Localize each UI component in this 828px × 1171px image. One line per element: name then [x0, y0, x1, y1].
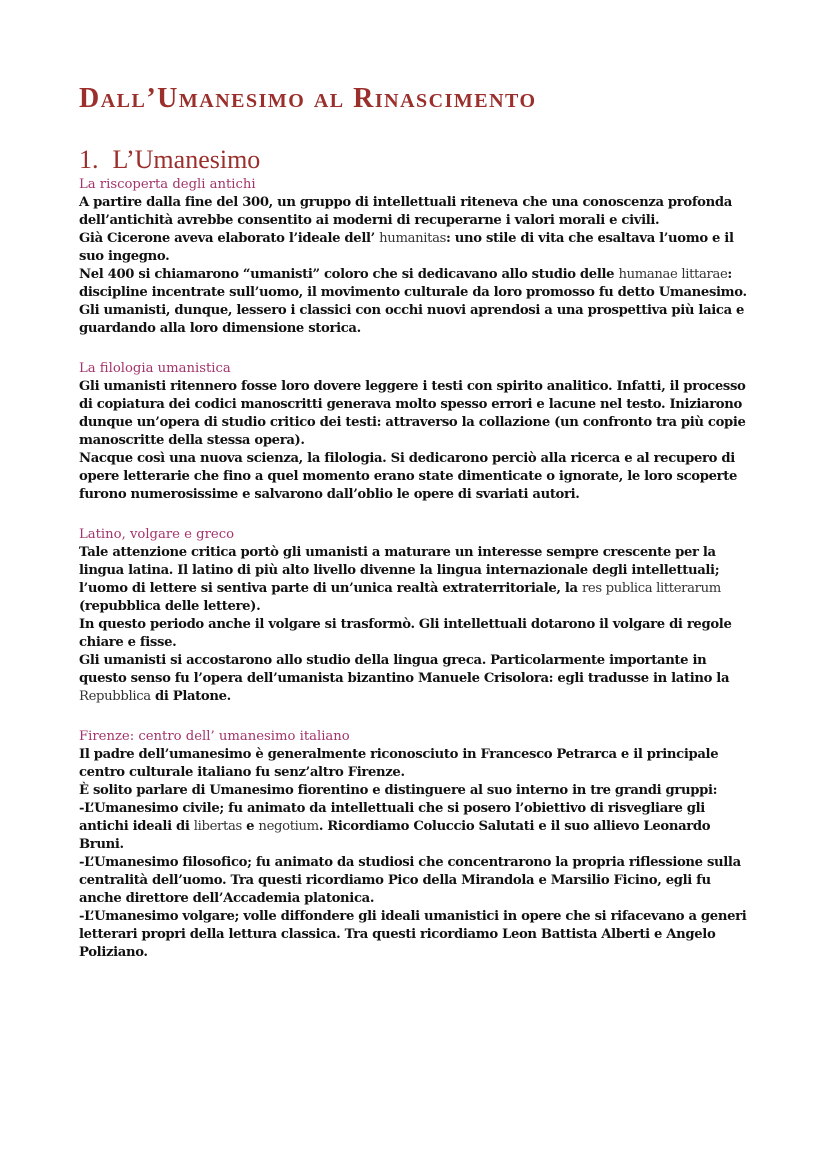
text-run: : uno stile di vita che esaltava l’uomo e il suo ingegno. [79, 231, 734, 264]
paragraph [79, 230, 751, 266]
latin-term: negotium [258, 819, 319, 834]
text-run: . Ricordiamo Coluccio Salutati e il suo allievo Leonardo Bruni. [79, 819, 711, 852]
text-run: Gli umanisti si accostarono allo studio della lingua greca. Particolarmente importante in questo senso fu l’opera dell’umanista bizantino Manuele Crisolora: egli tradusse in latino la [79, 653, 730, 686]
paragraph: Il padre dell’umanesimo è generalmente riconosciuto in Francesco Petrarca e il principale centro culturale italiano fu senz’altro Firenze. [79, 747, 719, 780]
section-heading: Firenze: centro dell’ umanesimo italiano [79, 729, 350, 744]
paragraph: Nacque così una nuova scienza, la filologia. Si dedicarono perciò alla ricerca e al recupero di opere letterarie che fino a quel momento erano state dimenticate o ignorate, le loro scoperte furono numerosissime e salvarono dall’oblio le opere di svariati autori. [79, 451, 738, 502]
text-run: Tale attenzione critica portò gli umanisti a maturare un interesse sempre crescente per la lingua latina. Il latino di più alto livello divenne la lingua internazionale degli intellettuali; l’uomo di lettere si sentiva parte di un’unica realtà extraterritoriale, la [79, 545, 720, 596]
latin-term: humanitas [379, 231, 447, 246]
text-run: e [241, 819, 259, 834]
paragraph: -L’Umanesimo filosofico; fu animato da studiosi che concentrarono la propria riflessione sulla centralità dell’uomo. Tra questi ricordiamo Pico della Mirandola e Marsilio Ficino, egli fu anche direttore dell’Accademia platonica. [79, 855, 741, 906]
latin-term: humanae littarae [618, 267, 728, 282]
section-heading: Latino, volgare e greco [79, 527, 235, 542]
text-run: : discipline incentrate sull’uomo, il movimento culturale da loro promosso fu detto Umanesimo. [79, 267, 747, 300]
chapter-title: L’Umanesimo [112, 145, 261, 174]
paragraph: Gli umanisti, dunque, lessero i classici con occhi nuovi aprendosi a una prospettiva più laica e guardando alla loro dimensione storica. [79, 303, 745, 336]
latin-term: libertas [193, 819, 242, 834]
paragraph: È solito parlare di Umanesimo fiorentino e distinguere al suo interno in tre grandi gruppi: [79, 783, 718, 798]
chapter-heading [79, 144, 751, 176]
paragraph: Gli umanisti ritennero fosse loro dovere leggere i testi con spirito analitico. Infatti, il processo di copiatura dei codici manoscritti generava molto spesso errori e lacune nel testo. Iniziarono dunque un’opera di studio critico dei testi: attraverso la collazione (un confronto tra più copie manoscritte della stessa opera). [79, 379, 746, 448]
paragraph [79, 652, 751, 706]
chapter-number: 1. [79, 145, 99, 174]
text-run: Nel 400 si chiamarono “umanisti” coloro che si dedicavano allo studio delle [79, 267, 619, 282]
section-heading: La filologia umanistica [79, 361, 231, 376]
paragraph: In questo periodo anche il volgare si trasformò. Gli intellettuali dotarono il volgare di regole chiare e fisse. [79, 617, 732, 650]
section-heading: La riscoperta degli antichi [79, 177, 256, 192]
paragraph: -L’Umanesimo volgare; volle diffondere gli ideali umanistici in opere che si rifacevano a generi letterari propri della lettura classica. Tra questi ricordiamo Leon Battista Alberti e Angelo Poliziano. [79, 909, 747, 960]
text-run: -L’Umanesimo civile; fu animato da intellettuali che si posero l’obiettivo di risvegliare gli antichi ideali di [79, 801, 705, 834]
document-title: Dall’Umanesimo al Rinascimento [79, 83, 537, 114]
text-run: di Platone. [150, 689, 231, 704]
paragraph [79, 266, 751, 302]
text-run: (repubblica delle lettere). [79, 599, 261, 614]
section-lingue [79, 526, 751, 706]
section-filologia [79, 360, 751, 504]
latin-term: res publica litterarum [581, 581, 721, 596]
text-run: Già Cicerone aveva elaborato l’ideale dell’ [79, 231, 380, 246]
document-page [79, 82, 751, 962]
paragraph [79, 544, 751, 616]
section-riscoperta [79, 176, 751, 338]
section-firenze [79, 728, 751, 962]
paragraph: A partire dalla fine del 300, un gruppo di intellettuali riteneva che una conoscenza profonda dell’antichità avrebbe consentito ai moderni di recuperarne i valori morali e civili. [79, 195, 732, 228]
work-title: Repubblica [79, 689, 151, 704]
paragraph [79, 800, 751, 854]
